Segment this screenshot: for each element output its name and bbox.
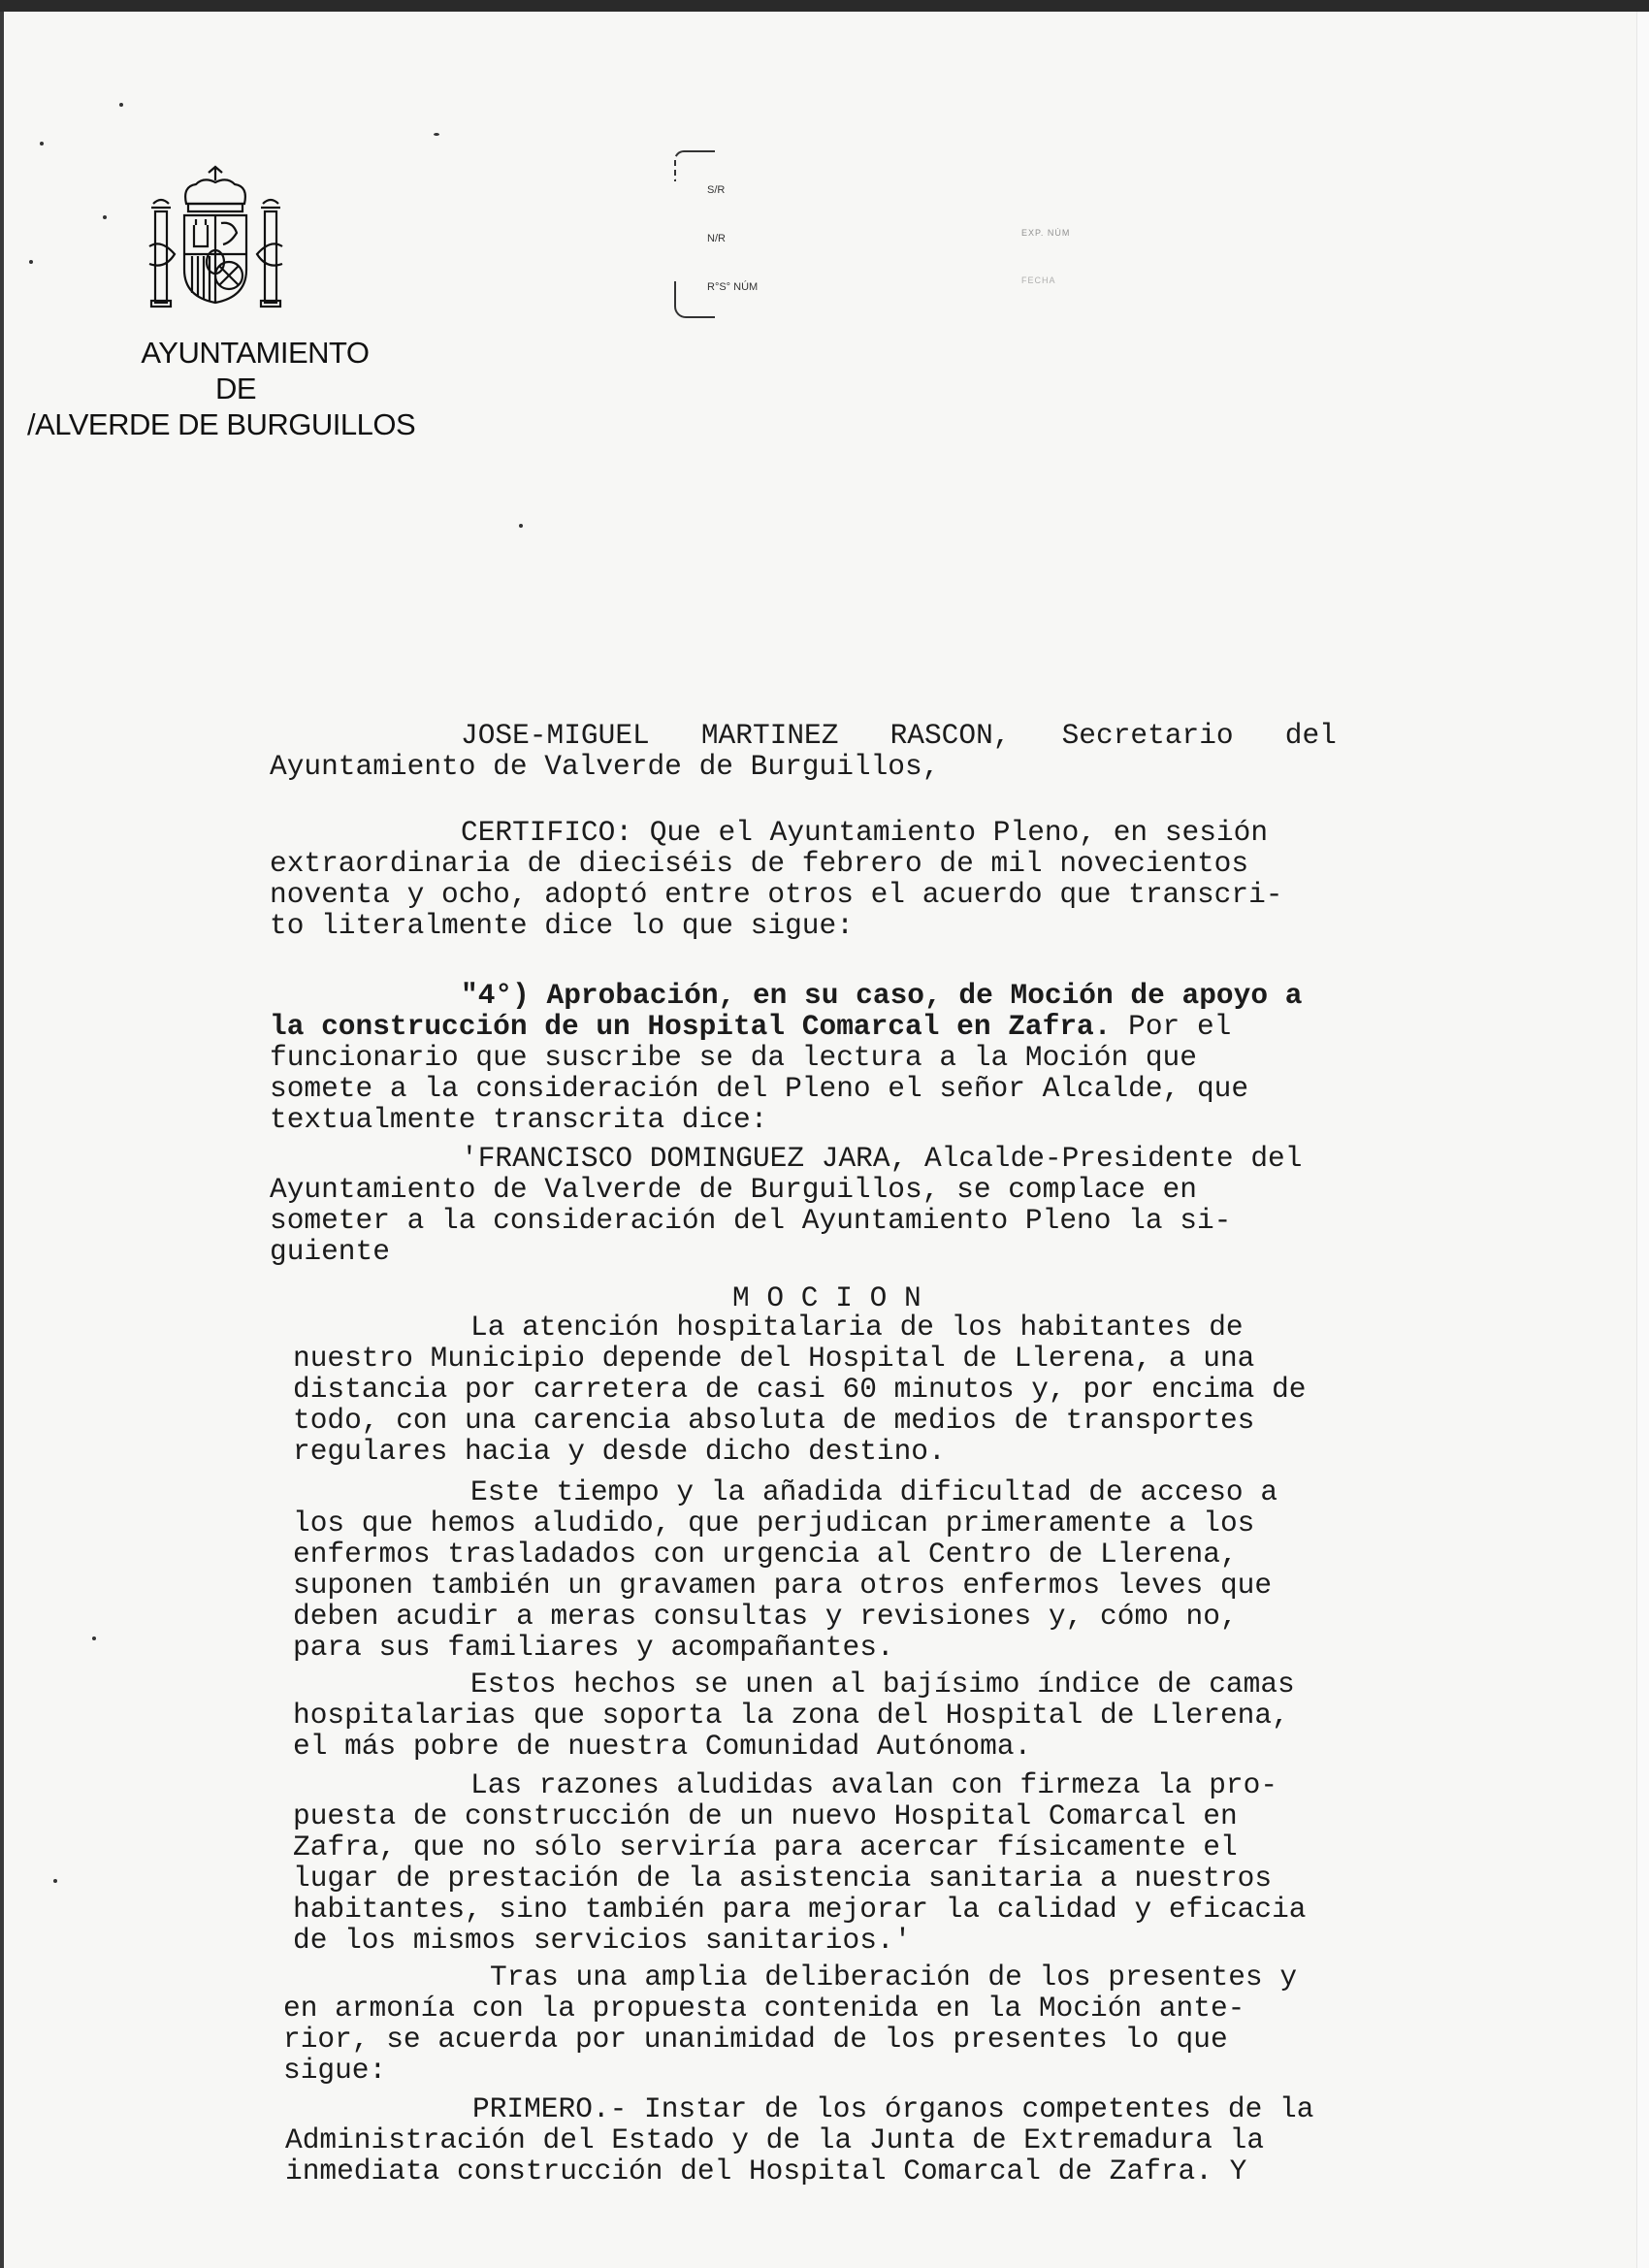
scan-speck (519, 524, 523, 528)
registro-label: R°S° NÚM (707, 281, 759, 293)
expediente-label: EXP. NÚM (1021, 228, 1071, 238)
alcalde-paragraph (270, 1143, 1414, 1267)
deliberacion-line: rior, se acuerda por unanimidad de los presentes lo que (283, 2023, 1228, 2056)
scan-speck (434, 133, 439, 136)
mocion-line: La atención hospitalaria de los habitantes de (470, 1311, 1244, 1344)
mocion-line: para sus familiares y acompañantes. (293, 1631, 894, 1664)
mocion-paragraph-4 (293, 1769, 1438, 1956)
mocion-line: Zafra, que no sólo serviría para acercar físicamente el (293, 1831, 1238, 1863)
alcalde-line: guiente (270, 1235, 390, 1268)
scan-speck (119, 103, 123, 107)
agenda-item-paragraph (270, 980, 1414, 1135)
mocion-line: regulares hacia y desde dicho destino. (293, 1435, 946, 1468)
certifico-line: CERTIFICO: Que el Ayuntamiento Pleno, en sesión (461, 816, 1269, 849)
mocion-line: puesta de construcción de un nuevo Hospital Comarcal en (293, 1799, 1238, 1832)
mocion-line: distancia por carretera de casi 60 minutos y, por encima de (293, 1373, 1307, 1406)
item-line: textualmente transcrita dice: (270, 1103, 768, 1136)
coat-of-arms-icon (146, 165, 286, 308)
mocion-line: Estos hechos se unen al bajísimo índice de camas (470, 1668, 1295, 1701)
item-line: Por el (1111, 1010, 1232, 1043)
primero-line: inmediata construcción del Hospital Comarcal de Zafra. Y (285, 2155, 1247, 2187)
primero-paragraph (285, 2093, 1430, 2187)
certifico-line: to literalmente dice lo que sigue: (270, 909, 854, 942)
deliberacion-line: Tras una amplia deliberación de los presentes y (490, 1960, 1298, 1993)
letterhead-line-1: AYUNTAMIENTO (141, 336, 370, 370)
deliberacion-line: sigue: (283, 2054, 387, 2087)
mocion-line: lugar de prestación de la asistencia sanitaria a nuestros (293, 1862, 1273, 1895)
fecha-label: FECHA (1021, 275, 1056, 285)
scan-border-right (1636, 12, 1649, 2268)
mocion-paragraph-3 (293, 1669, 1438, 1762)
header-line: Ayuntamiento de Valverde de Burguillos, (270, 750, 940, 783)
mocion-line: los que hemos aludido, que perjudican primeramente a los (293, 1507, 1255, 1539)
mocion-line: de los mismos servicios sanitarios.' (293, 1924, 912, 1957)
mocion-line: deben acudir a meras consultas y revisiones y, cómo no, (293, 1600, 1238, 1633)
scan-speck (53, 1879, 57, 1883)
scan-border-top (0, 0, 1649, 12)
mocion-line: nuestro Municipio depende del Hospital de Llerena, a una (293, 1342, 1255, 1375)
letterhead-line-3: /ALVERDE DE BURGUILLOS (27, 407, 416, 441)
mocion-paragraph-1 (293, 1312, 1438, 1467)
mocion-paragraph-2 (293, 1476, 1438, 1663)
primero-line: PRIMERO.- Instar de los órganos competentes de la (472, 2092, 1314, 2125)
scan-border-left (0, 12, 4, 2268)
alcalde-line: Ayuntamiento de Valverde de Burguillos, se complace en (270, 1173, 1197, 1206)
nr-label: N/R (707, 233, 726, 244)
agenda-item-title: la construcción de un Hospital Comarcal en Zafra. (270, 1010, 1112, 1043)
scan-speck (29, 260, 33, 264)
alcalde-line: 'FRANCISCO DOMINGUEZ JARA, Alcalde-Presidente del (461, 1142, 1303, 1175)
agenda-item-title: "4°) Aprobación, en su caso, de Moción de apoyo a (461, 979, 1303, 1012)
mocion-line: Este tiempo y la añadida dificultad de acceso a (470, 1475, 1278, 1508)
alcalde-line: someter a la consideración del Ayuntamiento Pleno la si- (270, 1204, 1232, 1237)
scan-speck (40, 142, 44, 146)
certifico-paragraph (270, 817, 1414, 941)
certifico-line: extraordinaria de dieciséis de febrero de mil novecientos (270, 847, 1249, 880)
mocion-line: habitantes, sino también para mejorar la calidad y eficacia (293, 1893, 1307, 1926)
deliberacion-paragraph (283, 1961, 1428, 2086)
deliberacion-line: en armonía con la propuesta contenida en la Moción ante- (283, 1992, 1245, 2025)
secretary-header (270, 720, 1414, 782)
scan-speck (92, 1636, 96, 1640)
mocion-line: todo, con una carencia absoluta de medios de transportes (293, 1404, 1255, 1437)
mocion-line: Las razones aludidas avalan con firmeza la pro- (470, 1768, 1278, 1801)
certifico-line: noventa y ocho, adoptó entre otros el acuerdo que transcri- (270, 878, 1283, 911)
mocion-title: M O C I O N (732, 1281, 922, 1314)
letterhead-line-2: DE (214, 372, 257, 405)
mocion-line: hospitalarias que soporta la zona del Hospital de Llerena, (293, 1699, 1289, 1732)
primero-line: Administración del Estado y de la Junta de Extremadura la (285, 2123, 1265, 2156)
bracket-top (674, 150, 715, 181)
mocion-line: suponen también un gravamen para otros enfermos leves que (293, 1569, 1273, 1602)
item-line: funcionario que suscribe se da lectura a la Moción que (270, 1041, 1197, 1074)
header-line: JOSE-MIGUEL MARTINEZ RASCON, Secretario del (461, 719, 1337, 752)
mocion-line: enfermos trasladados con urgencia al Centro de Llerena, (293, 1538, 1238, 1571)
scan-speck (103, 215, 107, 219)
item-line: somete a la consideración del Pleno el señor Alcalde, que (270, 1072, 1249, 1105)
sr-label: S/R (707, 184, 726, 196)
letterhead (27, 335, 444, 442)
mocion-line: el más pobre de nuestra Comunidad Autónoma. (293, 1730, 1032, 1763)
